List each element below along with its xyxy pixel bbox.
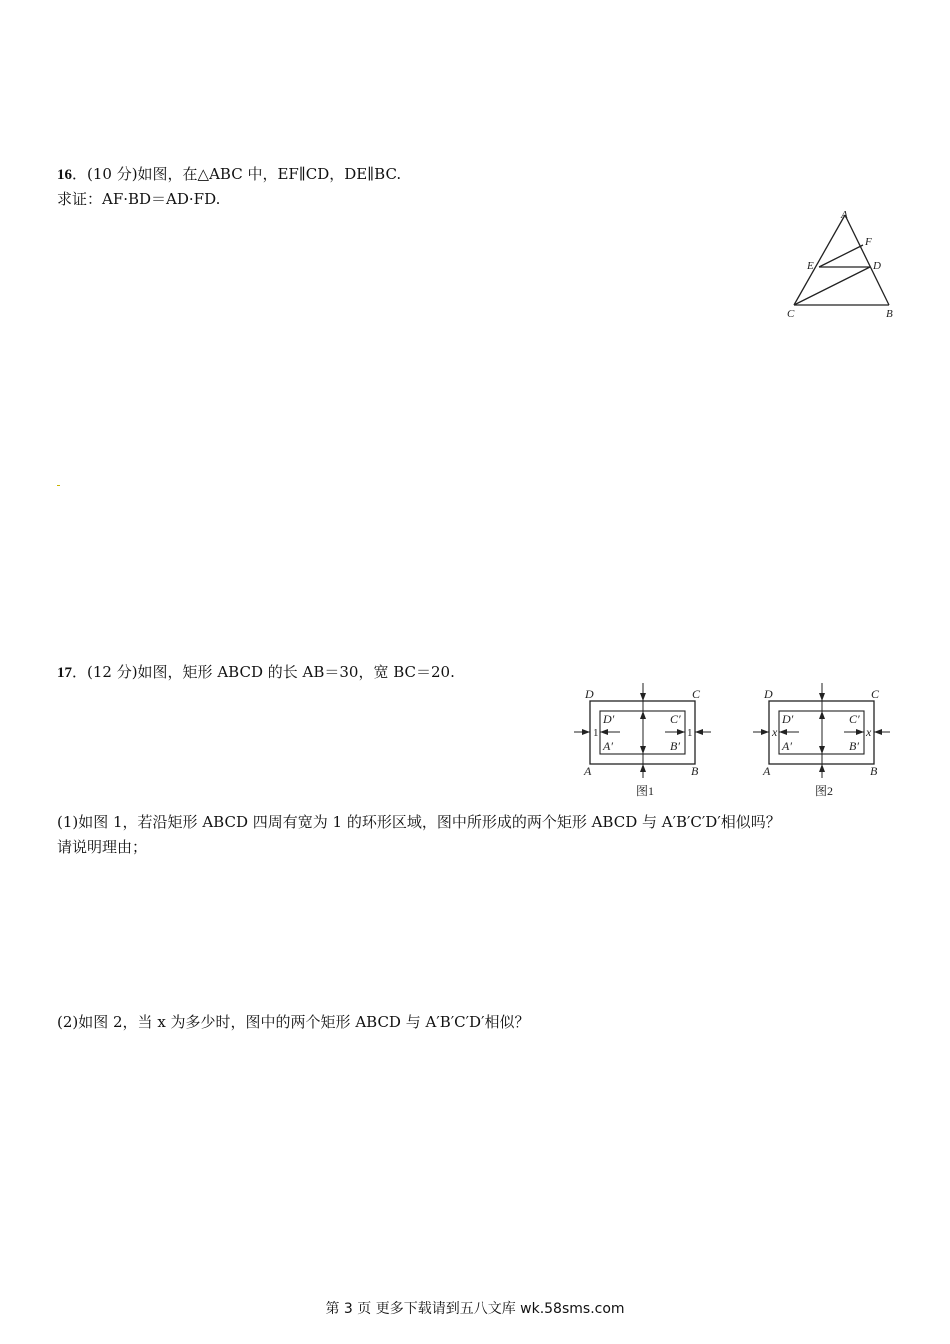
stray-mark [57, 485, 60, 486]
fig1-inner-A: A′ [603, 739, 613, 753]
fig2-inner-B: B′ [849, 739, 859, 753]
q16-heading [57, 164, 401, 185]
q17-text: ．(12 分)如图，矩形 ABCD 的长 AB＝30，宽 BC＝20. [72, 663, 455, 681]
fig1-outer-B: B [691, 764, 699, 778]
fig2-width-left: x [772, 725, 778, 739]
label-D: D [873, 260, 881, 272]
label-F: F [865, 236, 872, 248]
fig1-width-right: 1 [687, 727, 693, 739]
fig2-inner-A: A′ [782, 739, 792, 753]
label-B: B [886, 308, 893, 320]
fig2-caption: 图2 [815, 784, 834, 798]
fig1-width-left: 1 [593, 727, 599, 739]
fig2-outer-D: D [764, 687, 773, 701]
q17-part1-line2: 请说明理由； [57, 838, 148, 856]
fig1-outer-C: C [692, 687, 701, 701]
fig1-inner-C: C′ [670, 712, 681, 726]
page-footer: 第 3 页 更多下载请到五八文库 wk.58sms.com [325, 1301, 625, 1317]
label-E: E [807, 260, 814, 272]
fig1-outer-A: A [584, 764, 592, 778]
q17-number: 17 [57, 665, 72, 681]
label-A: A [841, 209, 848, 221]
q16-text: ．(10 分)如图，在△ABC 中，EF∥CD，DE∥BC. [72, 165, 402, 183]
fig1-caption: 图1 [636, 784, 655, 798]
q17-heading [57, 662, 455, 683]
fig2-inner-C: C′ [849, 712, 860, 726]
fig1-outer-D: D [585, 687, 594, 701]
fig1-inner-B: B′ [670, 739, 680, 753]
fig2-outer-B: B [870, 764, 878, 778]
fig2-outer-A: A [763, 764, 771, 778]
label-C: C [787, 308, 795, 320]
q16-prove: 求证：AF·BD＝AD·FD. [57, 190, 221, 208]
fig2-inner-D: D′ [782, 712, 794, 726]
fig2-outer-C: C [871, 687, 880, 701]
q16-number: 16 [57, 167, 72, 183]
q17-figure-2 [753, 683, 893, 803]
q17-part2: (2)如图 2，当 x 为多少时，图中的两个矩形 ABCD 与 A′B′C′D′相似？ [57, 1013, 530, 1031]
q16-triangle-figure [785, 207, 905, 327]
fig1-inner-D: D′ [603, 712, 615, 726]
q17-figure-1 [574, 683, 714, 803]
fig2-width-right: x [866, 725, 872, 739]
q17-part1-line1: (1)如图 1，若沿矩形 ABCD 四周有宽为 1 的环形区域，图中所形成的两个矩形 ABCD 与 A′B′C′D′相似吗？ [57, 813, 781, 831]
